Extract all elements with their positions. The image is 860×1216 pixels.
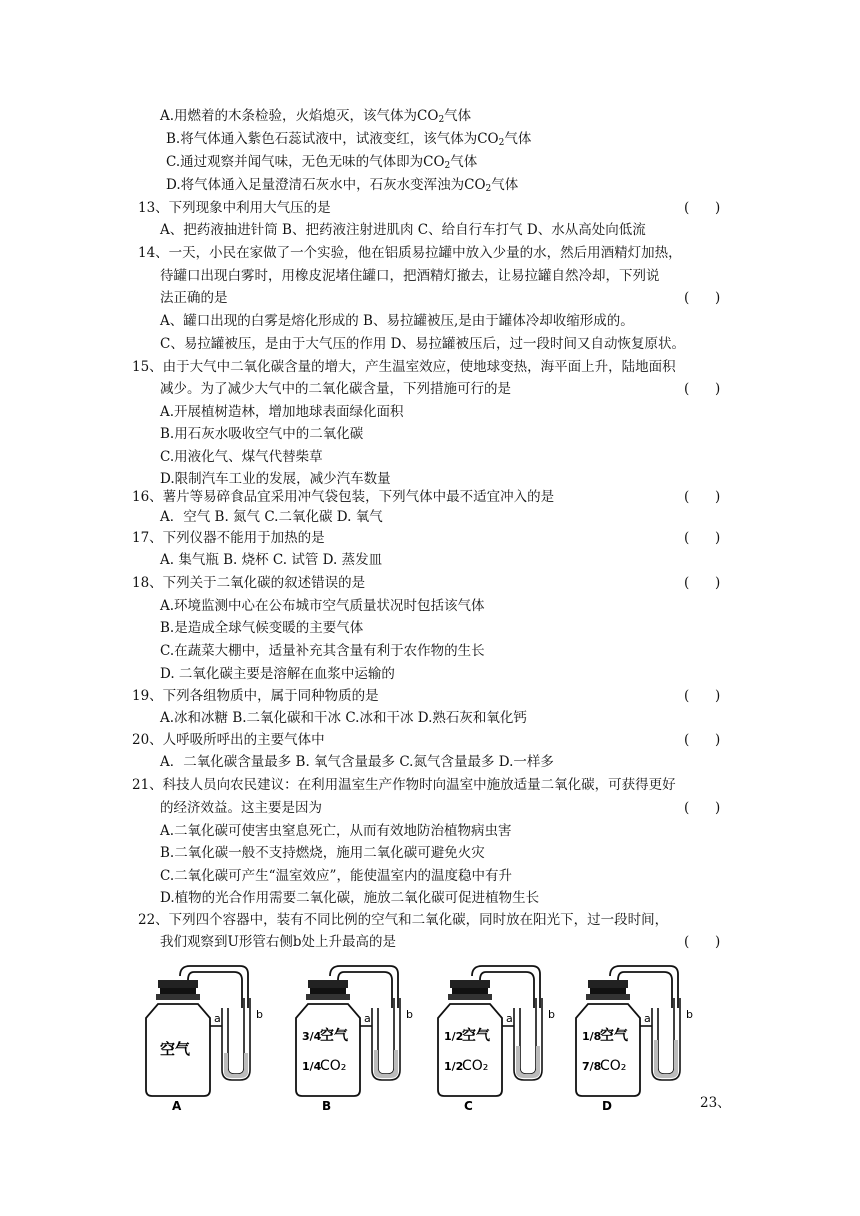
bottle-c-label: C bbox=[464, 1099, 473, 1113]
bottle-a-air-label: 空气 bbox=[160, 1040, 191, 1058]
q21-option-d: D.植物的光合作用需要二氧化碳，施放二氧化碳可促进植物生长 bbox=[160, 890, 540, 906]
bottle-c-co2-label: CO₂ bbox=[462, 1058, 489, 1074]
bottle-a-tap-b: b bbox=[256, 1008, 263, 1021]
q16-options: A．空气 B. 氮气 C.二氧化碳 D. 氧气 bbox=[160, 509, 383, 525]
bottle-d bbox=[576, 966, 693, 1113]
bottle-c-co2-fraction: 1/2 bbox=[444, 1060, 464, 1073]
bottle-b-co2-fraction: 1/4 bbox=[302, 1060, 322, 1073]
q18-option-a: A.环境监测中心在公布城市空气质量状况时包括该气体 bbox=[160, 598, 485, 614]
q22-answer-paren: ( ) bbox=[684, 934, 721, 950]
q15-stem-line-1: 15、由于大气中二氧化碳含量的增大，产生温室效应，使地球变热，海平面上升，陆地面积 bbox=[132, 359, 676, 375]
q21-stem-line-1: 21、科技人员向农民建议：在利用温室生产作物时向温室中施放适量二氧化碳，可获得更好 bbox=[132, 777, 676, 793]
q22-stem-line-2: 我们观察到U形管右侧b处上升最高的是 bbox=[160, 934, 397, 950]
bottle-b-tap-a: a bbox=[364, 1012, 371, 1025]
bottle-d-tap-a: a bbox=[644, 1012, 651, 1025]
q21-stem-line-2: 的经济效益。这主要是因为 bbox=[160, 800, 322, 816]
q18-option-c: C.在蔬菜大棚中，适量补充其含量有利于农作物的生长 bbox=[160, 643, 485, 659]
q15-option-b: B.用石灰水吸收空气中的二氧化碳 bbox=[160, 426, 364, 442]
bottle-b bbox=[296, 966, 413, 1113]
bottle-b-co2-label: CO₂ bbox=[320, 1058, 347, 1074]
q15-stem-line-2: 减少。为了减少大气中的二氧化碳含量，下列措施可行的是 bbox=[160, 381, 511, 397]
bottle-c-tap-b: b bbox=[548, 1008, 555, 1021]
q17-stem: 17、下列仪器不能用于加热的是 bbox=[132, 530, 325, 546]
q18-option-d: D. 二氧化碳主要是溶解在血浆中运输的 bbox=[160, 666, 395, 682]
q20-options: A．二氧化碳含量最多 B. 氧气含量最多 C.氮气含量最多 D.一样多 bbox=[160, 754, 554, 770]
bottle-b-air-fraction: 3/4 bbox=[302, 1030, 322, 1043]
bottle-d-tap-b: b bbox=[686, 1008, 693, 1021]
bottle-a-tap-a: a bbox=[214, 1012, 221, 1025]
q19-answer-paren: ( ) bbox=[684, 688, 721, 704]
q14-stem-line-3: 法正确的是 bbox=[160, 290, 228, 306]
q14-answer-paren: ( ) bbox=[684, 290, 721, 306]
bottle-c-air-fraction: 1/2 bbox=[444, 1030, 464, 1043]
q12-option-d: D.将气体通入足量澄清石灰水中，石灰水变浑浊为$CO_2$气体 bbox=[166, 177, 519, 194]
q18-option-b: B.是造成全球气候变暖的主要气体 bbox=[160, 620, 364, 636]
q21-option-a: A.二氧化碳可使害虫窒息死亡，从而有效地防治植物病虫害 bbox=[160, 823, 512, 839]
q13-options: A、把药液抽进针筒 B、把药液注射进肌肉 C、给自行车打气 D、水从高处向低流 bbox=[160, 222, 646, 238]
bottle-c bbox=[438, 966, 555, 1113]
bottles-figure bbox=[140, 958, 710, 1118]
q13-answer-paren: ( ) bbox=[684, 200, 721, 216]
q19-stem: 19、下列各组物质中，属于同种物质的是 bbox=[132, 688, 379, 704]
q22-stem-line-1: 22、下列四个容器中，装有不同比例的空气和二氧化碳，同时放在阳光下，过一段时间， bbox=[138, 912, 669, 928]
q16-answer-paren: ( ) bbox=[684, 489, 721, 505]
bottle-c-tap-a: a bbox=[506, 1012, 513, 1025]
q13-stem: 13、下列现象中利用大气压的是 bbox=[138, 200, 331, 216]
bottle-d-air-label: 空气 bbox=[600, 1028, 628, 1044]
q12-option-c: C.通过观察并闻气味，无色无味的气体即为$CO_2$气体 bbox=[166, 154, 478, 171]
q20-stem: 20、人呼吸所呼出的主要气体中 bbox=[132, 732, 325, 748]
q15-option-a: A.开展植树造林，增加地球表面绿化面积 bbox=[160, 404, 404, 420]
q18-stem: 18、下列关于二氧化碳的叙述错误的是 bbox=[132, 575, 366, 591]
q20-answer-paren: ( ) bbox=[684, 732, 721, 748]
bottle-b-label: B bbox=[322, 1099, 332, 1113]
q15-answer-paren: ( ) bbox=[684, 381, 721, 397]
q12-option-a: A.用燃着的木条检验，火焰熄灭，该气体为$CO_2$气体 bbox=[160, 108, 472, 125]
q21-option-c: C.二氧化碳可产生“温室效应”，能使温室内的温度稳中有升 bbox=[160, 868, 512, 884]
q21-option-b: B.二氧化碳一般不支持燃烧，施用二氧化碳可避免火灾 bbox=[160, 845, 485, 861]
bottle-b-air-label: 空气 bbox=[320, 1028, 348, 1044]
bottle-d-label: D bbox=[602, 1099, 612, 1113]
bottle-d-co2-fraction: 7/8 bbox=[582, 1060, 602, 1073]
q18-answer-paren: ( ) bbox=[684, 575, 721, 591]
q14-options-1: A、罐口出现的白雾是熔化形成的 B、易拉罐被压,是由于罐体冷却收缩形成的。 bbox=[160, 313, 634, 329]
bottle-c-air-label: 空气 bbox=[462, 1028, 490, 1044]
bottle-d-co2-label: CO₂ bbox=[600, 1058, 627, 1074]
q14-stem-line-1: 14、一天，小民在家做了一个实验，他在铝质易拉罐中放入少量的水，然后用酒精灯加热， bbox=[138, 245, 682, 261]
bottle-a bbox=[146, 966, 263, 1113]
q17-options: A. 集气瓶 B. 烧杯 C. 试管 D. 蒸发皿 bbox=[160, 552, 383, 568]
q21-answer-paren: ( ) bbox=[684, 800, 721, 816]
q19-options: A.冰和冰糖 B.二氧化碳和干冰 C.冰和干冰 D.熟石灰和氧化钙 bbox=[160, 710, 527, 726]
q16-stem: 16、薯片等易碎食品宜采用冲气袋包装，下列气体中最不适宜冲入的是 bbox=[132, 489, 555, 505]
q14-stem-line-2: 待罐口出现白雾时，用橡皮泥堵住罐口，把酒精灯撤去，让易拉罐自然冷却，下列说 bbox=[160, 268, 660, 284]
bottle-d-air-fraction: 1/8 bbox=[582, 1030, 602, 1043]
q12-option-b: B.将气体通入紫色石蕊试液中，试液变红，该气体为$CO_2$气体 bbox=[166, 131, 532, 148]
bottle-b-tap-b: b bbox=[406, 1008, 413, 1021]
q15-option-d: D.限制汽车工业的发展，减少汽车数量 bbox=[160, 471, 391, 487]
q14-options-2: C、易拉罐被压，是由于大气压的作用 D、易拉罐被压后，过一段时间又自动恢复原状。 bbox=[160, 336, 685, 352]
q15-option-c: C.用液化气、煤气代替柴草 bbox=[160, 449, 323, 465]
q17-answer-paren: ( ) bbox=[684, 530, 721, 546]
next-question-number: 23、 bbox=[700, 1095, 731, 1111]
bottle-a-label: A bbox=[172, 1099, 182, 1113]
